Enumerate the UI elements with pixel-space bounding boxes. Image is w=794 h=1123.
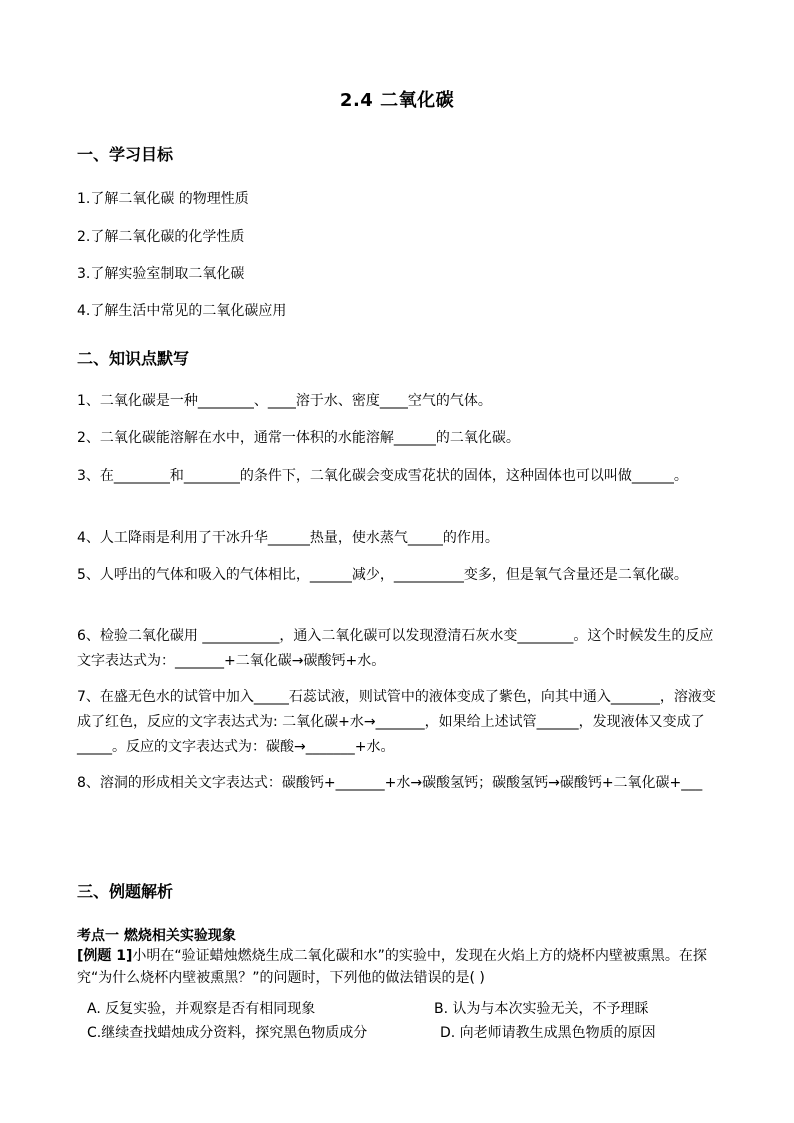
fill-question: 8、溶洞的形成相关文字表达式：碳酸钙+_______+水→碳酸氢钙；碳酸氢钙→碳酸钙+二氧化碳+___ — [77, 775, 703, 791]
topic-heading: 考点一 燃烧相关实验现象 — [77, 928, 236, 944]
example-question — [77, 945, 719, 989]
fill-question: 3、在________和________的条件下，二氧化碳会变成雪花状的固体，这种固体也可以叫做______。 — [77, 468, 688, 484]
answer-option-b: B. 认为与本次实验无关，不予理睬 — [434, 1001, 649, 1017]
section-heading-objectives: 一、学习目标 — [77, 145, 174, 164]
answer-option-c: C.继续查找蜡烛成分资料，探究黑色物质成分 — [87, 1025, 368, 1041]
objective-item: 1.了解二氧化碳 的物理性质 — [77, 191, 249, 207]
fill-question: 1、二氧化碳是一种________、____溶于水、密度____空气的气体。 — [77, 393, 492, 409]
example-text: 小明在“验证蜡烛燃烧生成二氧化碳和水”的实验中，发现在火焰上方的烧杯内壁被熏黑。在探究“为什么烧杯内壁被熏黑？”的问题时，下列他的做法错误的是( ) — [77, 948, 707, 986]
page-title: 2.4 二氧化碳 — [339, 90, 455, 111]
objective-item: 2.了解二氧化碳的化学性质 — [77, 229, 245, 245]
answer-option-d: D. 向老师请教生成黑色物质的原因 — [440, 1025, 656, 1041]
answer-option-a: A. 反复实验，并观察是否有相同现象 — [87, 1001, 316, 1017]
fill-question: 2、二氧化碳能溶解在水中，通常一体积的水能溶解______的二氧化碳。 — [77, 430, 520, 446]
fill-question: 7、在盛无色水的试管中加入_____石蕊试液，则试管中的液体变成了紫色，向其中通入_______，溶液变成了红色，反应的文字表达式为: 二氧化碳+水→_______，如果给上述试管______，发现液体又变成了_____。反应的文字表达式为：碳酸→_______+水。 — [77, 689, 716, 755]
objective-item: 4.了解生活中常见的二氧化碳应用 — [77, 303, 287, 319]
section-heading-knowledge: 二、知识点默写 — [77, 349, 190, 368]
fill-question: 5、人呼出的气体和吸入的气体相比，______减少，__________变多，但是氧气含量还是二氧化碳。 — [77, 567, 688, 583]
objective-item: 3.了解实验室制取二氧化碳 — [77, 266, 245, 282]
fill-question: 6、检验二氧化碳用 ___________，通入二氧化碳可以发现澄清石灰水变________。这个时候发生的反应文字表达式为：_______+二氧化碳→碳酸钙+水。 — [77, 628, 714, 669]
fill-question: 4、人工降雨是利用了干冰升华______热量，使水蒸气_____的作用。 — [77, 530, 499, 546]
section-heading-examples: 三、例题解析 — [77, 882, 174, 901]
example-label: [例题 1] — [77, 948, 133, 964]
